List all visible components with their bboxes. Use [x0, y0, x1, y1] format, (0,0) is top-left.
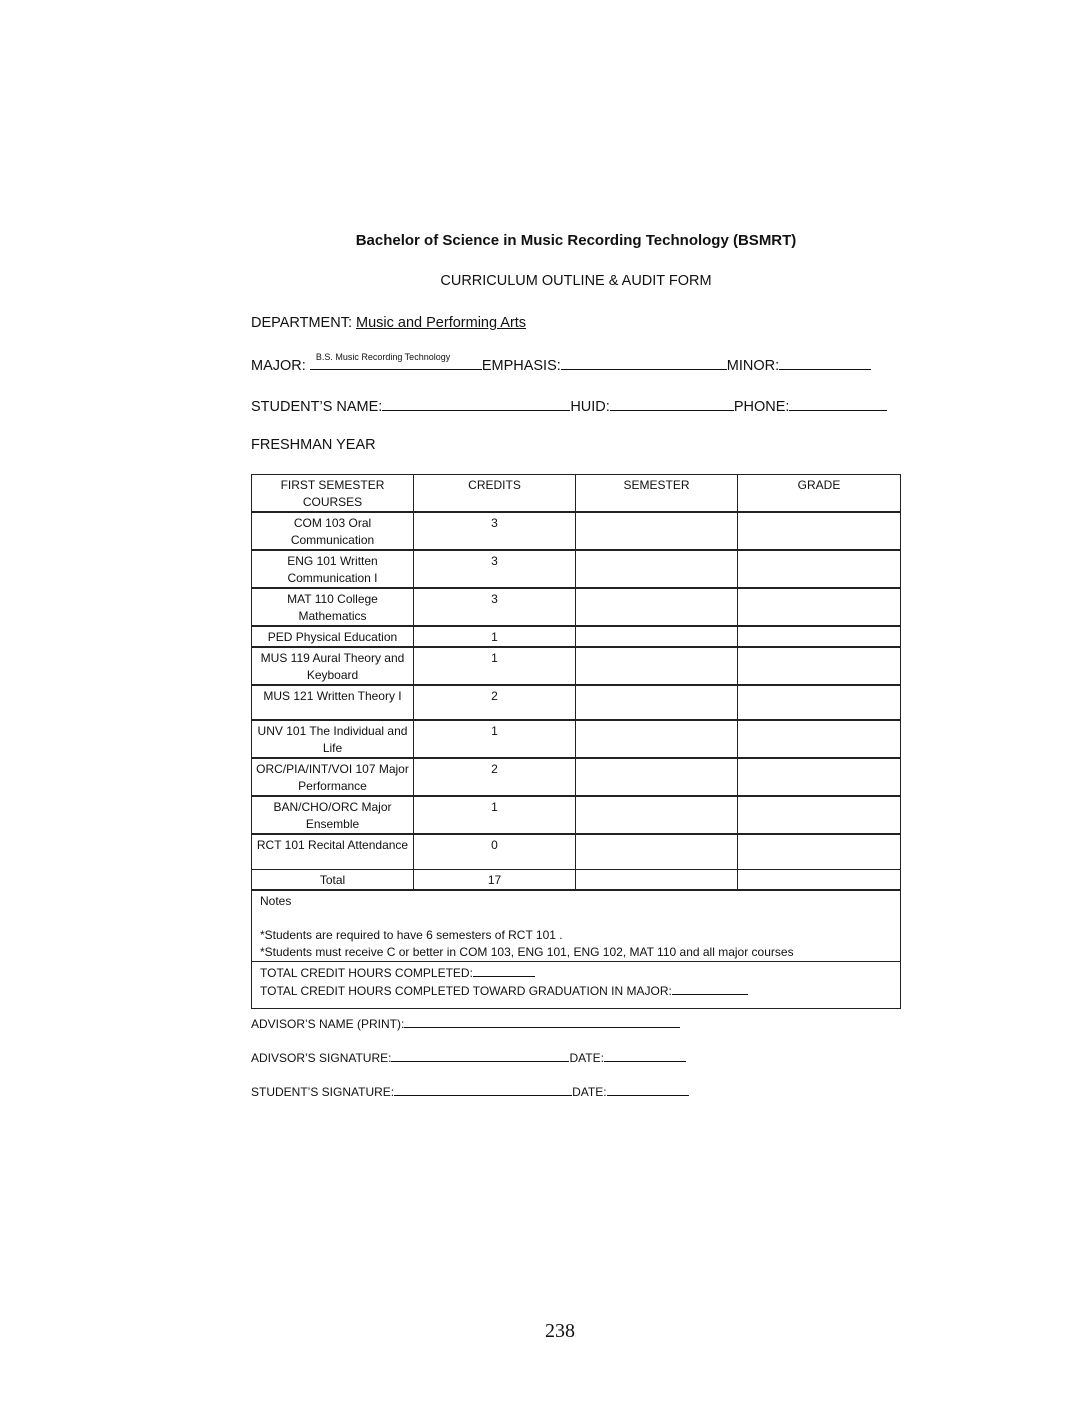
student-name-field[interactable] — [382, 396, 570, 411]
advisor-date-label: DATE: — [569, 1051, 604, 1065]
student-date-label: DATE: — [572, 1085, 607, 1099]
grade-cell[interactable] — [738, 647, 901, 685]
student-signature-field[interactable] — [394, 1082, 572, 1096]
huid-field[interactable] — [610, 396, 734, 411]
credits-cell: 1 — [414, 626, 576, 647]
total-semester-cell — [576, 869, 738, 890]
table-row — [252, 834, 901, 869]
semester-cell[interactable] — [576, 512, 738, 550]
student-name-label: STUDENT’S NAME: — [251, 399, 383, 415]
notes-label: Notes — [260, 893, 292, 908]
section-heading: FRESHMAN YEAR — [251, 437, 376, 453]
grade-cell[interactable] — [738, 512, 901, 550]
table-row — [252, 685, 901, 720]
page-number: 238 — [545, 1320, 575, 1342]
advisor-signature-label: ADIVSOR’S SIGNATURE: — [251, 1051, 392, 1065]
student-signature-line — [251, 1082, 689, 1099]
minor-field[interactable] — [779, 355, 871, 370]
header-grade: GRADE — [738, 475, 901, 513]
department-label: DEPARTMENT: — [251, 315, 357, 331]
course-cell: MUS 121 Written Theory I — [252, 685, 414, 720]
table-header-row — [252, 475, 901, 513]
phone-label: PHONE: — [733, 399, 790, 415]
totals-row — [252, 961, 901, 1008]
header-credits: CREDITS — [414, 475, 576, 513]
total-hours-line — [260, 964, 896, 982]
major-line — [251, 352, 871, 374]
minor-label: MINOR: — [726, 358, 780, 374]
table-row — [252, 647, 901, 685]
semester-cell[interactable] — [576, 796, 738, 834]
emphasis-label: EMPHASIS: — [481, 358, 561, 374]
grade-cell[interactable] — [738, 796, 901, 834]
notes-cell — [252, 890, 901, 962]
table-row — [252, 512, 901, 550]
header-courses: FIRST SEMESTER COURSES — [252, 475, 414, 513]
course-cell: MUS 119 Aural Theory and Keyboard — [252, 647, 414, 685]
note-line: *Students must receive C or better in COM 103, ENG 101, ENG 102, MAT 110 and all major courses — [260, 944, 794, 959]
course-cell: BAN/CHO/ORC Major Ensemble — [252, 796, 414, 834]
table-row — [252, 758, 901, 796]
semester-cell[interactable] — [576, 758, 738, 796]
credits-cell: 1 — [414, 796, 576, 834]
semester-cell[interactable] — [576, 720, 738, 758]
credits-cell: 3 — [414, 550, 576, 588]
grade-cell[interactable] — [738, 685, 901, 720]
course-cell: PED Physical Education — [252, 626, 414, 647]
semester-cell[interactable] — [576, 834, 738, 869]
student-line — [251, 396, 887, 415]
course-cell: COM 103 Oral Communication — [252, 512, 414, 550]
credits-cell: 1 — [414, 720, 576, 758]
student-date-field[interactable] — [607, 1082, 689, 1096]
total-hours-major-line — [260, 982, 896, 1000]
total-hours-major-label: TOTAL CREDIT HOURS COMPLETED TOWARD GRADUATION IN MAJOR: — [260, 983, 672, 998]
header-semester: SEMESTER — [576, 475, 738, 513]
course-cell: UNV 101 The Individual and Life — [252, 720, 414, 758]
grade-cell[interactable] — [738, 834, 901, 869]
grade-cell[interactable] — [738, 626, 901, 647]
grade-cell[interactable] — [738, 720, 901, 758]
advisor-signature-line — [251, 1048, 686, 1065]
phone-field[interactable] — [789, 396, 887, 411]
total-grade-cell — [738, 869, 901, 890]
semester-cell[interactable] — [576, 626, 738, 647]
course-cell: ORC/PIA/INT/VOI 107 Major Performance — [252, 758, 414, 796]
credits-cell: 0 — [414, 834, 576, 869]
advisor-name-line — [251, 1014, 680, 1031]
table-row — [252, 550, 901, 588]
course-cell: RCT 101 Recital Attendance — [252, 834, 414, 869]
total-hours-major-field[interactable] — [672, 982, 748, 995]
total-hours-field[interactable] — [473, 964, 535, 977]
notes-row — [252, 890, 901, 962]
table-row — [252, 720, 901, 758]
course-cell: ENG 101 Written Communication I — [252, 550, 414, 588]
student-signature-label: STUDENT’S SIGNATURE: — [251, 1085, 395, 1099]
emphasis-field[interactable] — [561, 355, 727, 370]
total-label: Total — [252, 869, 414, 890]
department-line — [251, 315, 526, 331]
grade-cell[interactable] — [738, 588, 901, 626]
advisor-date-field[interactable] — [604, 1048, 686, 1062]
advisor-name-label: ADVISOR’S NAME (PRINT): — [251, 1017, 405, 1031]
advisor-signature-field[interactable] — [391, 1048, 569, 1062]
credits-cell: 3 — [414, 588, 576, 626]
department-value: Music and Performing Arts — [356, 315, 527, 331]
credits-cell: 2 — [414, 685, 576, 720]
credits-cell: 2 — [414, 758, 576, 796]
semester-cell[interactable] — [576, 550, 738, 588]
credits-cell: 1 — [414, 647, 576, 685]
major-field[interactable] — [310, 352, 482, 370]
advisor-name-field[interactable] — [404, 1014, 680, 1028]
huid-label: HUID: — [570, 399, 610, 415]
grade-cell[interactable] — [738, 550, 901, 588]
form-title: Bachelor of Science in Music Recording Technology (BSMRT) — [355, 232, 797, 249]
semester-cell[interactable] — [576, 685, 738, 720]
major-label: MAJOR: — [251, 358, 310, 374]
table-row — [252, 626, 901, 647]
course-table — [251, 474, 901, 1009]
major-value: B.S. Music Recording Technology — [315, 352, 451, 362]
table-row — [252, 796, 901, 834]
total-hours-label: TOTAL CREDIT HOURS COMPLETED: — [260, 965, 473, 980]
semester-cell[interactable] — [576, 588, 738, 626]
total-row — [252, 869, 901, 890]
table-row — [252, 588, 901, 626]
course-cell: MAT 110 College Mathematics — [252, 588, 414, 626]
credits-cell: 3 — [414, 512, 576, 550]
grade-cell[interactable] — [738, 758, 901, 796]
totals-cell — [252, 961, 901, 1008]
semester-cell[interactable] — [576, 647, 738, 685]
note-line: *Students are required to have 6 semesters of RCT 101 . — [260, 927, 563, 942]
total-value: 17 — [414, 869, 576, 890]
form-subtitle: CURRICULUM OUTLINE & AUDIT FORM — [440, 273, 712, 289]
